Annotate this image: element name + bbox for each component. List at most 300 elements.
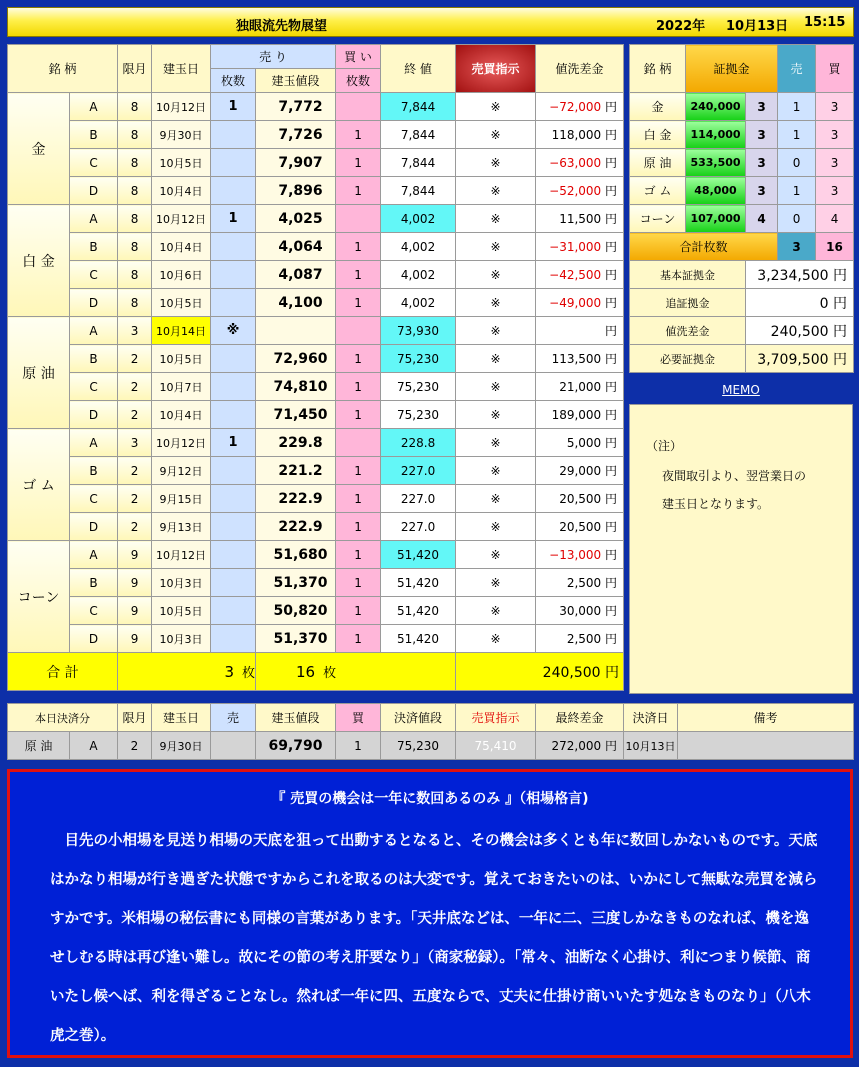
margin-row bbox=[630, 93, 854, 121]
buy-count: 1 bbox=[336, 373, 381, 401]
order-mark[interactable]: ※ bbox=[456, 205, 536, 233]
close-price: 4,002 bbox=[381, 289, 456, 317]
sell-count bbox=[211, 261, 256, 289]
sell-count: 1 bbox=[211, 93, 256, 121]
contract-sub: C bbox=[70, 149, 118, 177]
settle-header-note: 備考 bbox=[678, 704, 854, 732]
commodity-name: ゴ ム bbox=[8, 429, 70, 541]
open-date: 10月12日 bbox=[152, 205, 211, 233]
open-price bbox=[256, 317, 336, 345]
sell-count bbox=[211, 373, 256, 401]
open-date: 10月12日 bbox=[152, 429, 211, 457]
contract-month: 9 bbox=[118, 541, 152, 569]
sell-count: ※ bbox=[211, 317, 256, 345]
sell-count bbox=[211, 625, 256, 653]
settle-header-final: 最終差金 bbox=[536, 704, 624, 732]
sell-count bbox=[211, 289, 256, 317]
sell-count bbox=[211, 345, 256, 373]
margin-total-sell: 3 bbox=[778, 233, 816, 261]
close-price: 7,844 bbox=[381, 93, 456, 121]
proverb-title: 『 売買の機会は一年に数回あるのみ 』（相場格言) bbox=[271, 791, 589, 807]
margin-count: 3 bbox=[746, 93, 778, 121]
open-price: 4,087 bbox=[256, 261, 336, 289]
sell-count: 1 bbox=[211, 429, 256, 457]
order-mark[interactable]: ※ bbox=[456, 513, 536, 541]
summary-value: 3,709,500 円 bbox=[746, 345, 854, 373]
settle-header-buy: 買 bbox=[336, 704, 381, 732]
summary-value: 0 円 bbox=[746, 289, 854, 317]
position-row bbox=[8, 149, 624, 177]
margin-count: 3 bbox=[746, 177, 778, 205]
order-mark[interactable]: ※ bbox=[456, 625, 536, 653]
mark-to-market: −13,000 円 bbox=[536, 541, 624, 569]
time-label: 15:15 bbox=[804, 15, 846, 30]
buy-count: 1 bbox=[336, 401, 381, 429]
position-row bbox=[8, 345, 624, 373]
app-title: 独眼流先物展望 bbox=[236, 19, 328, 34]
open-date: 10月7日 bbox=[152, 373, 211, 401]
order-mark[interactable]: ※ bbox=[456, 289, 536, 317]
sell-count bbox=[211, 569, 256, 597]
col-header-buy-count: 枚数 bbox=[336, 69, 381, 93]
contract-month: 8 bbox=[118, 233, 152, 261]
buy-count bbox=[336, 93, 381, 121]
buy-count: 1 bbox=[336, 177, 381, 205]
close-price: 4,002 bbox=[381, 205, 456, 233]
margin-header-meigara: 銘 柄 bbox=[630, 45, 686, 93]
margin-total-label: 合計枚数 bbox=[630, 233, 778, 261]
close-price: 75,230 bbox=[381, 373, 456, 401]
margin-count: 4 bbox=[746, 205, 778, 233]
contract-sub: C bbox=[70, 597, 118, 625]
margin-buy: 4 bbox=[816, 205, 854, 233]
open-date: 10月4日 bbox=[152, 233, 211, 261]
margin-sell: 1 bbox=[778, 177, 816, 205]
sell-count bbox=[211, 597, 256, 625]
contract-month: 8 bbox=[118, 261, 152, 289]
buy-count: 1 bbox=[336, 345, 381, 373]
position-row bbox=[8, 373, 624, 401]
open-price: 7,896 bbox=[256, 177, 336, 205]
contract-month: 8 bbox=[118, 149, 152, 177]
settle-header-price: 建玉値段 bbox=[256, 704, 336, 732]
contract-sub: B bbox=[70, 457, 118, 485]
positions-table bbox=[7, 44, 624, 691]
mark-to-market: 21,000 円 bbox=[536, 373, 624, 401]
open-date: 10月5日 bbox=[152, 149, 211, 177]
margin-row bbox=[630, 177, 854, 205]
col-header-gengetsu: 限月 bbox=[118, 45, 152, 93]
open-price: 7,907 bbox=[256, 149, 336, 177]
position-row bbox=[8, 93, 624, 121]
open-date: 10月12日 bbox=[152, 93, 211, 121]
open-date: 10月12日 bbox=[152, 541, 211, 569]
mark-to-market: 11,500 円 bbox=[536, 205, 624, 233]
contract-month: 8 bbox=[118, 121, 152, 149]
margin-header-uri: 売 bbox=[778, 45, 816, 93]
margin-commodity: 金 bbox=[630, 93, 686, 121]
contract-month: 2 bbox=[118, 485, 152, 513]
mark-to-market: 2,500 円 bbox=[536, 569, 624, 597]
buy-count: 1 bbox=[336, 149, 381, 177]
mark-to-market: −49,000 円 bbox=[536, 289, 624, 317]
settle-header-date: 建玉日 bbox=[152, 704, 211, 732]
margin-amount: 533,500 bbox=[686, 149, 746, 177]
contract-sub: A bbox=[70, 317, 118, 345]
commodity-name: 白 金 bbox=[8, 205, 70, 317]
margin-buy: 3 bbox=[816, 149, 854, 177]
margin-sell: 1 bbox=[778, 121, 816, 149]
sell-count bbox=[211, 457, 256, 485]
contract-sub: D bbox=[70, 513, 118, 541]
settle-sell bbox=[211, 732, 256, 760]
mark-to-market: −52,000 円 bbox=[536, 177, 624, 205]
margin-header-kai: 買 bbox=[816, 45, 854, 93]
year-label: 2022年 bbox=[656, 19, 706, 34]
total-diff: 240,500 円 bbox=[456, 653, 624, 691]
open-price: 222.9 bbox=[256, 513, 336, 541]
settle-header-settle-price: 決済値段 bbox=[381, 704, 456, 732]
contract-sub: D bbox=[70, 625, 118, 653]
margin-table bbox=[629, 44, 854, 373]
mark-to-market: 20,500 円 bbox=[536, 485, 624, 513]
summary-label: 必要証拠金 bbox=[630, 345, 746, 373]
mark-to-market: −63,000 円 bbox=[536, 149, 624, 177]
settlement-table bbox=[7, 703, 854, 760]
order-instruction-button[interactable]: 売買指示 bbox=[456, 45, 536, 93]
col-header-meigara: 銘 柄 bbox=[8, 45, 118, 93]
settle-month: 2 bbox=[118, 732, 152, 760]
mark-to-market: −42,500 円 bbox=[536, 261, 624, 289]
margin-row bbox=[630, 149, 854, 177]
margin-buy: 3 bbox=[816, 177, 854, 205]
buy-count bbox=[336, 429, 381, 457]
contract-sub: B bbox=[70, 345, 118, 373]
open-date: 10月5日 bbox=[152, 345, 211, 373]
contract-month: 9 bbox=[118, 569, 152, 597]
buy-count: 1 bbox=[336, 261, 381, 289]
order-mark[interactable]: ※ bbox=[456, 121, 536, 149]
col-header-price: 建玉値段 bbox=[256, 69, 336, 93]
open-price: 51,370 bbox=[256, 625, 336, 653]
sell-count bbox=[211, 233, 256, 261]
sell-count bbox=[211, 177, 256, 205]
buy-count: 1 bbox=[336, 597, 381, 625]
open-price: 50,820 bbox=[256, 597, 336, 625]
commodity-name: 金 bbox=[8, 93, 70, 205]
memo-line-2: 夜間取引より、翌営業日の bbox=[662, 469, 807, 483]
margin-sell: 0 bbox=[778, 205, 816, 233]
sell-count bbox=[211, 541, 256, 569]
proverb-body: 目先の小相場を見送り相場の天底を狙って出動するとなると、その機会は多くとも年に数回しかないものです。天底はかなり相場が行き過ぎた状態ですからこれを取るのは大変です。覚えておきたいのは、いかにして無駄な売買を減らすかです。米相場の秘伝書にも同様の言葉があります。「天井底などは、一年に二、三度しかなきものなれば、機を逸せしむる時は再び逢い難し。故にその節の考え肝要なり」（商家秘録）。「常々、油断なく心掛け、利につまり候節、商いたし候へば、利を得ざることなし。然れば一年に四、五度ならで、丈夫に仕掛け商いいたす処なきものなり」（八木虎之巻）。 bbox=[50, 833, 818, 1044]
settle-order: 75,410 bbox=[456, 732, 536, 760]
contract-month: 3 bbox=[118, 429, 152, 457]
open-price: 4,064 bbox=[256, 233, 336, 261]
margin-total-buy: 16 bbox=[816, 233, 854, 261]
total-buy: 16 枚 bbox=[256, 653, 456, 691]
contract-sub: C bbox=[70, 373, 118, 401]
contract-month: 2 bbox=[118, 513, 152, 541]
position-row bbox=[8, 457, 624, 485]
summary-label: 基本証拠金 bbox=[630, 261, 746, 289]
margin-buy: 3 bbox=[816, 121, 854, 149]
open-date: 10月14日 bbox=[152, 317, 211, 345]
open-price: 74,810 bbox=[256, 373, 336, 401]
close-price: 4,002 bbox=[381, 233, 456, 261]
order-mark[interactable]: ※ bbox=[456, 485, 536, 513]
mark-to-market: 118,000 円 bbox=[536, 121, 624, 149]
contract-month: 8 bbox=[118, 177, 152, 205]
summary-value: 3,234,500 円 bbox=[746, 261, 854, 289]
open-price: 4,100 bbox=[256, 289, 336, 317]
buy-count: 1 bbox=[336, 485, 381, 513]
open-price: 4,025 bbox=[256, 205, 336, 233]
order-mark[interactable]: ※ bbox=[456, 345, 536, 373]
close-price: 51,420 bbox=[381, 597, 456, 625]
buy-count bbox=[336, 317, 381, 345]
position-row bbox=[8, 233, 624, 261]
open-price: 7,772 bbox=[256, 93, 336, 121]
position-row bbox=[8, 177, 624, 205]
sell-count bbox=[211, 485, 256, 513]
open-date: 10月4日 bbox=[152, 401, 211, 429]
position-row bbox=[8, 205, 624, 233]
col-header-sell-count: 枚数 bbox=[211, 69, 256, 93]
col-header-kai: 買 い bbox=[336, 45, 381, 69]
settle-settle-date: 10月13日 bbox=[624, 732, 678, 760]
contract-sub: A bbox=[70, 541, 118, 569]
close-price: 228.8 bbox=[381, 429, 456, 457]
contract-sub: A bbox=[70, 429, 118, 457]
margin-amount: 48,000 bbox=[686, 177, 746, 205]
settle-header-kind: 本日決済分 bbox=[8, 704, 118, 732]
commodity-name: コーン bbox=[8, 541, 70, 653]
mark-to-market: 円 bbox=[536, 317, 624, 345]
position-row bbox=[8, 121, 624, 149]
position-row bbox=[8, 569, 624, 597]
total-sell: 3 枚 bbox=[118, 653, 256, 691]
position-row bbox=[8, 317, 624, 345]
settle-settle-price: 75,230 bbox=[381, 732, 456, 760]
sell-count bbox=[211, 513, 256, 541]
mark-to-market: −31,000 円 bbox=[536, 233, 624, 261]
contract-month: 8 bbox=[118, 93, 152, 121]
settle-header-sell: 売 bbox=[211, 704, 256, 732]
position-row bbox=[8, 401, 624, 429]
commodity-name: 原 油 bbox=[8, 317, 70, 429]
settle-sub: A bbox=[70, 732, 118, 760]
order-mark[interactable]: ※ bbox=[456, 373, 536, 401]
close-price: 75,230 bbox=[381, 345, 456, 373]
mark-to-market: 20,500 円 bbox=[536, 513, 624, 541]
contract-month: 2 bbox=[118, 457, 152, 485]
contract-sub: B bbox=[70, 569, 118, 597]
open-date: 10月4日 bbox=[152, 177, 211, 205]
open-price: 51,680 bbox=[256, 541, 336, 569]
buy-count: 1 bbox=[336, 625, 381, 653]
open-price: 229.8 bbox=[256, 429, 336, 457]
close-price: 7,844 bbox=[381, 121, 456, 149]
order-mark[interactable]: ※ bbox=[456, 233, 536, 261]
buy-count: 1 bbox=[336, 289, 381, 317]
order-mark[interactable]: ※ bbox=[456, 597, 536, 625]
sell-count bbox=[211, 121, 256, 149]
order-mark[interactable]: ※ bbox=[456, 317, 536, 345]
memo-link[interactable]: MEMO bbox=[629, 378, 853, 402]
mark-to-market: 5,000 円 bbox=[536, 429, 624, 457]
open-date: 10月5日 bbox=[152, 289, 211, 317]
margin-summary-row bbox=[630, 345, 854, 373]
open-date: 10月5日 bbox=[152, 597, 211, 625]
order-mark[interactable]: ※ bbox=[456, 569, 536, 597]
open-date: 10月3日 bbox=[152, 569, 211, 597]
buy-count: 1 bbox=[336, 569, 381, 597]
contract-month: 8 bbox=[118, 289, 152, 317]
contract-sub: D bbox=[70, 289, 118, 317]
open-price: 51,370 bbox=[256, 569, 336, 597]
settle-header-settle-date: 決済日 bbox=[624, 704, 678, 732]
buy-count bbox=[336, 205, 381, 233]
col-header-owarine: 終 値 bbox=[381, 45, 456, 93]
summary-label: 追証拠金 bbox=[630, 289, 746, 317]
margin-amount: 107,000 bbox=[686, 205, 746, 233]
summary-label: 値洗差金 bbox=[630, 317, 746, 345]
contract-sub: B bbox=[70, 121, 118, 149]
buy-count: 1 bbox=[336, 513, 381, 541]
settle-price: 69,790 bbox=[256, 732, 336, 760]
memo-line-3: 建玉日となります。 bbox=[662, 497, 770, 511]
contract-sub: D bbox=[70, 401, 118, 429]
open-price: 71,450 bbox=[256, 401, 336, 429]
open-date: 10月6日 bbox=[152, 261, 211, 289]
order-mark[interactable]: ※ bbox=[456, 429, 536, 457]
position-row bbox=[8, 625, 624, 653]
contract-month: 3 bbox=[118, 317, 152, 345]
contract-month: 2 bbox=[118, 401, 152, 429]
margin-commodity: ゴ ム bbox=[630, 177, 686, 205]
close-price: 7,844 bbox=[381, 177, 456, 205]
open-price: 222.9 bbox=[256, 485, 336, 513]
col-header-tategyokubi: 建玉日 bbox=[152, 45, 211, 93]
order-mark[interactable]: ※ bbox=[456, 541, 536, 569]
position-row bbox=[8, 485, 624, 513]
settle-header-month: 限月 bbox=[118, 704, 152, 732]
mark-to-market: 113,500 円 bbox=[536, 345, 624, 373]
margin-sell: 0 bbox=[778, 149, 816, 177]
margin-header-shokokin: 証拠金 bbox=[686, 45, 778, 93]
open-date: 9月12日 bbox=[152, 457, 211, 485]
order-mark[interactable]: ※ bbox=[456, 401, 536, 429]
order-mark[interactable]: ※ bbox=[456, 177, 536, 205]
margin-buy: 3 bbox=[816, 93, 854, 121]
settle-note bbox=[678, 732, 854, 760]
close-price: 227.0 bbox=[381, 485, 456, 513]
date-label: 10月13日 bbox=[726, 19, 789, 34]
open-date: 9月15日 bbox=[152, 485, 211, 513]
margin-commodity: 白 金 bbox=[630, 121, 686, 149]
margin-amount: 240,000 bbox=[686, 93, 746, 121]
margin-commodity: コーン bbox=[630, 205, 686, 233]
buy-count: 1 bbox=[336, 233, 381, 261]
summary-value: 240,500 円 bbox=[746, 317, 854, 345]
sell-count bbox=[211, 401, 256, 429]
close-price: 51,420 bbox=[381, 625, 456, 653]
order-mark[interactable]: ※ bbox=[456, 457, 536, 485]
settle-header-order: 売買指示 bbox=[456, 704, 536, 732]
contract-month: 9 bbox=[118, 597, 152, 625]
total-label: 合 計 bbox=[8, 653, 118, 691]
close-price: 227.0 bbox=[381, 457, 456, 485]
market-proverb-panel bbox=[7, 769, 853, 1058]
settle-date: 9月30日 bbox=[152, 732, 211, 760]
close-price: 227.0 bbox=[381, 513, 456, 541]
contract-month: 9 bbox=[118, 625, 152, 653]
close-price: 7,844 bbox=[381, 149, 456, 177]
contract-sub: A bbox=[70, 205, 118, 233]
margin-row bbox=[630, 205, 854, 233]
buy-count: 1 bbox=[336, 541, 381, 569]
position-row bbox=[8, 597, 624, 625]
col-header-neari: 値洗差金 bbox=[536, 45, 624, 93]
contract-month: 8 bbox=[118, 205, 152, 233]
settle-final: 272,000 円 bbox=[536, 732, 624, 760]
order-mark[interactable]: ※ bbox=[456, 149, 536, 177]
contract-month: 2 bbox=[118, 373, 152, 401]
position-row bbox=[8, 289, 624, 317]
close-price: 51,420 bbox=[381, 541, 456, 569]
close-price: 51,420 bbox=[381, 569, 456, 597]
position-row bbox=[8, 541, 624, 569]
buy-count: 1 bbox=[336, 121, 381, 149]
contract-sub: C bbox=[70, 485, 118, 513]
margin-summary-row bbox=[630, 317, 854, 345]
margin-count: 3 bbox=[746, 121, 778, 149]
open-price: 72,960 bbox=[256, 345, 336, 373]
close-price: 73,930 bbox=[381, 317, 456, 345]
contract-sub: C bbox=[70, 261, 118, 289]
position-row bbox=[8, 429, 624, 457]
close-price: 75,230 bbox=[381, 401, 456, 429]
open-date: 9月30日 bbox=[152, 121, 211, 149]
margin-count: 3 bbox=[746, 149, 778, 177]
position-row bbox=[8, 261, 624, 289]
open-date: 9月13日 bbox=[152, 513, 211, 541]
settle-kind: 原 油 bbox=[8, 732, 70, 760]
margin-commodity: 原 油 bbox=[630, 149, 686, 177]
mark-to-market: 30,000 円 bbox=[536, 597, 624, 625]
margin-amount: 114,000 bbox=[686, 121, 746, 149]
mark-to-market: 29,000 円 bbox=[536, 457, 624, 485]
mark-to-market: 189,000 円 bbox=[536, 401, 624, 429]
contract-sub: B bbox=[70, 233, 118, 261]
margin-summary-row bbox=[630, 261, 854, 289]
settle-buy: 1 bbox=[336, 732, 381, 760]
margin-sell: 1 bbox=[778, 93, 816, 121]
order-mark[interactable]: ※ bbox=[456, 261, 536, 289]
memo-line-1: （注） bbox=[646, 439, 683, 453]
memo-panel bbox=[629, 404, 853, 694]
contract-sub: D bbox=[70, 177, 118, 205]
mark-to-market: 2,500 円 bbox=[536, 625, 624, 653]
col-header-uri: 売 り bbox=[211, 45, 336, 69]
close-price: 4,002 bbox=[381, 261, 456, 289]
buy-count: 1 bbox=[336, 457, 381, 485]
margin-row bbox=[630, 121, 854, 149]
open-price: 221.2 bbox=[256, 457, 336, 485]
order-mark[interactable]: ※ bbox=[456, 93, 536, 121]
contract-sub: A bbox=[70, 93, 118, 121]
sell-count bbox=[211, 149, 256, 177]
